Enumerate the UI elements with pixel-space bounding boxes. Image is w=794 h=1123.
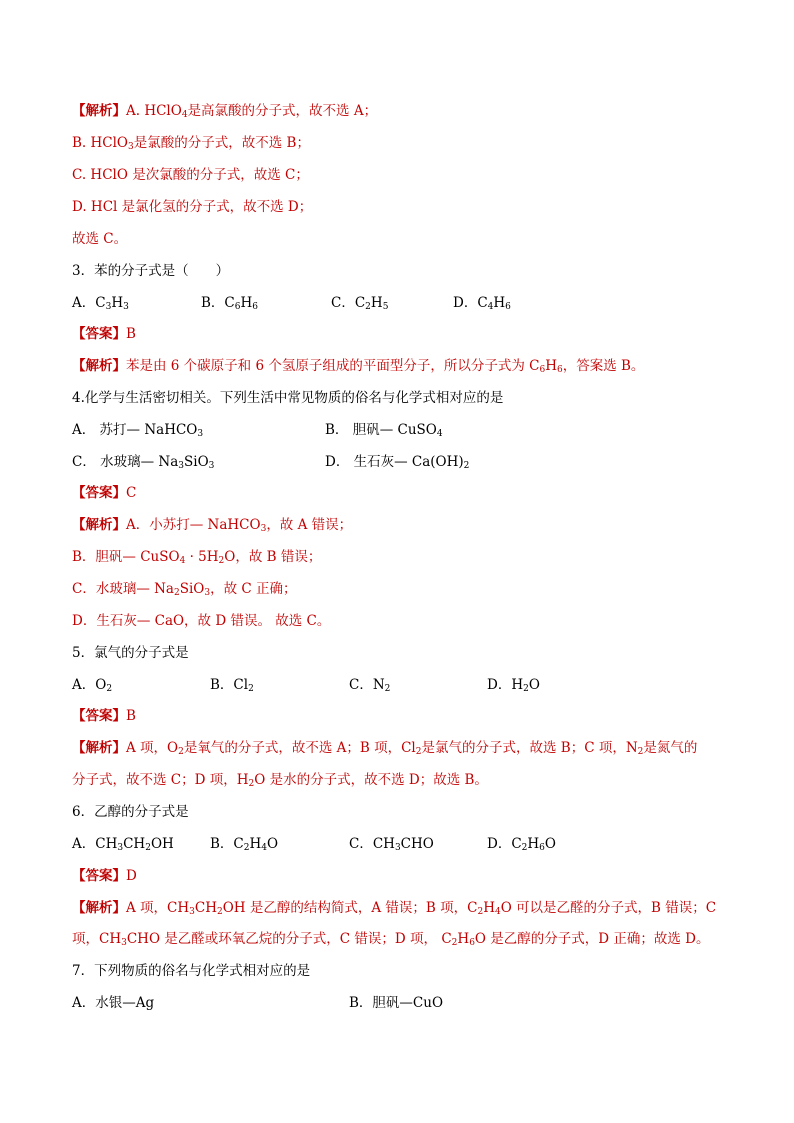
- q4-analysis-c: C．水玻璃— $Na_2SiO_3$，故 C 正确；: [72, 581, 297, 598]
- q7-stem: 7．下列物质的俗名与化学式相对应的是: [72, 963, 311, 979]
- q5-stem: 5．氯气的分子式是: [72, 645, 189, 661]
- q6-option-b: B．$C_2H_4O$: [210, 836, 279, 853]
- q3-option-c: C．$C_2H_5$: [331, 295, 389, 312]
- q2-analysis-c: C. HClO 是次氯酸的分子式，故选 C；: [72, 167, 309, 183]
- q5-analysis-line1: 【解析】A 项，$O_2$是氧气的分子式，故不选 A；B 项，$Cl_2$是氯气的分子式，故选 B；C 项，$N_2$是氮气的: [72, 740, 698, 757]
- q6-answer: 【答案】D: [72, 868, 137, 884]
- q4-stem: 4.化学与生活密切相关。下列生活中常见物质的俗名与化学式相对应的是: [72, 390, 504, 406]
- q3-option-b: B．$C_6H_6$: [201, 295, 258, 312]
- q2-analysis-a: 【解析】A. HClO$_4$是高氯酸的分子式，故不选 A；: [72, 103, 378, 120]
- q4-option-d: D． 生石灰— $Ca(OH)_2$: [325, 454, 470, 471]
- q7-option-b: B．胆矾—CuO: [349, 995, 444, 1011]
- q3-option-a: A．$C_3H_3$: [72, 295, 129, 312]
- q5-option-b: B．$Cl_2$: [210, 677, 254, 694]
- q6-option-d: D．$C_2H_6O$: [487, 836, 556, 853]
- q3-analysis: 【解析】苯是由 6 个碳原子和 6 个氢原子组成的平面型分子，所以分子式为 $C_6H_6$，答案选 B。: [72, 358, 645, 375]
- q7-option-a: A．水银—Ag: [72, 995, 155, 1011]
- q3-answer: 【答案】B: [72, 326, 136, 342]
- q6-stem: 6．乙醇的分子式是: [72, 804, 189, 820]
- q6-option-a: A．$CH_3CH_2OH$: [72, 836, 174, 853]
- q6-option-c: C．$CH_3CHO$: [349, 836, 434, 853]
- q5-option-a: A．$O_2$: [72, 677, 113, 694]
- q5-analysis-line2: 分子式，故不选 C；D 项，$H_2O$ 是水的分子式，故不选 D；故选 B。: [72, 772, 488, 789]
- q5-answer: 【答案】B: [72, 708, 136, 724]
- q3-stem: 3．苯的分子式是（ ）: [72, 263, 230, 279]
- q4-option-b: B． 胆矾— CuSO$_4$: [325, 422, 443, 439]
- q4-option-c: C． 水玻璃— $Na_3SiO_3$: [72, 454, 215, 471]
- q2-conclusion: 故选 C。: [72, 231, 128, 247]
- q4-answer: 【答案】C: [72, 485, 137, 501]
- q3-option-d: D．$C_4H_6$: [453, 295, 511, 312]
- q6-analysis-line2: 项，$CH_3CHO$ 是乙醛或环氧乙烷的分子式，C 错误；D 项， $C_2H_6O$ 是乙醇的分子式，D 正确；故选 D。: [72, 931, 710, 948]
- q5-option-d: D．$H_2O$: [487, 677, 540, 694]
- q2-analysis-b: B. HClO$_3$是氯酸的分子式，故不选 B；: [72, 135, 310, 152]
- q2-analysis-d: D. HCl 是氯化氢的分子式，故不选 D；: [72, 199, 313, 215]
- q4-analysis-b: B．胆矾— CuSO$_4$ · $5H_2O$，故 B 错误；: [72, 549, 322, 566]
- q4-option-a: A． 苏打— NaHCO$_3$: [72, 422, 204, 439]
- q6-analysis-line1: 【解析】A 项，$CH_3CH_2OH$ 是乙醇的结构简式，A 错误；B 项，$C_2H_4O$ 可以是乙醛的分子式，B 错误；C: [72, 900, 717, 917]
- q4-analysis-d: D．生石灰— CaO，故 D 错误。 故选 C。: [72, 613, 331, 629]
- q4-analysis-a: 【解析】A．小苏打— NaHCO$_3$，故 A 错误；: [72, 517, 353, 534]
- q5-option-c: C．$N_2$: [349, 677, 391, 694]
